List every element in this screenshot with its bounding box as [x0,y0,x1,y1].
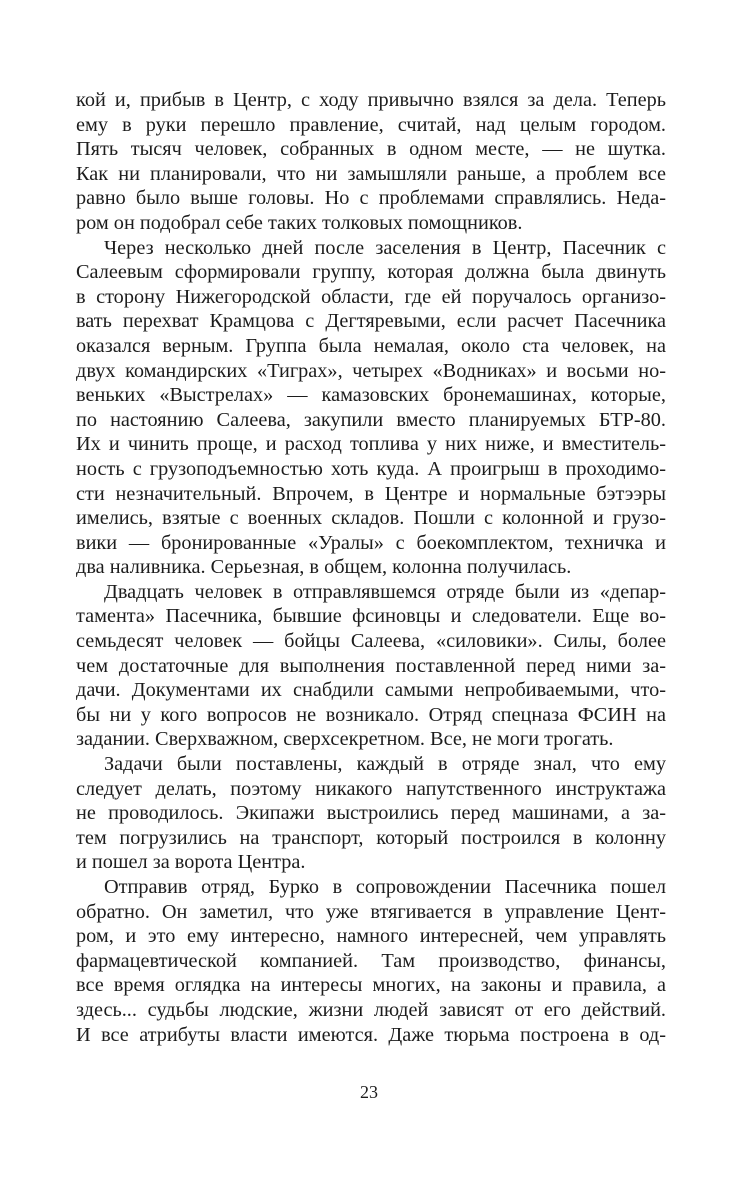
text-line: по настоянию Салеева, закупили вместо планируемых БТР-80. [76,408,666,431]
text-line: оказался верным. Группа была немалая, около ста человек, на [76,334,666,357]
text-line: задании. Сверхважном, сверхсекретном. Все, не моги трогать. [76,728,614,751]
text-line: имелись, взятые с военных складов. Пошли с колонной и грузо- [76,507,666,530]
text-line: Пять тысяч человек, собранных в одном месте, — не шутка. [76,138,666,161]
text-line: дачи. Документами их снабдили самыми непробиваемыми, что- [76,679,666,702]
text-line: не проводилось. Экипажи выстроились перед машинами, а за- [76,802,666,825]
text-line: веньких «Выстрелах» — камазовских бронемашинах, которые, [76,384,666,407]
text-line: обратно. Он заметил, что уже втягивается в управление Цент- [76,900,666,923]
text-line: бы ни у кого вопросов не возникало. Отряд спецназа ФСИН на [76,703,666,726]
text-line: Двадцать человек в отправлявшемся отряде были из «депар- [104,580,666,603]
text-line: два наливника. Серьезная, в общем, колонна получилась. [76,556,572,579]
text-line: сти незначительный. Впрочем, в Центре и нормальные бэтээры [76,482,666,505]
paragraph [76,236,666,580]
text-line: кой и, прибыв в Центр, с ходу привычно взялся за дела. Теперь [76,89,666,111]
text-line: Отправив отряд, Бурко в сопровождении Пасечника пошел [104,876,666,898]
page-number: 23 [360,1082,378,1102]
text-line: фармацевтической компанией. Там производство, финансы, [76,949,666,972]
text-line: Через несколько дней после заселения в Центр, Пасечник с [104,236,666,259]
text-line: тамента» Пасечника, бывшие фсиновцы и следователи. Еще во- [76,605,666,628]
paragraph [76,752,666,875]
text-line: ром, и это ему интересно, намного интересней, чем управлять [76,925,666,948]
text-line: вики — бронированные «Уралы» с боекомплектом, техничка и [76,531,666,554]
text-line: следует делать, поэтому никакого напутственного инструктажа [76,777,666,800]
text-line: ром он подобрал себе таких толковых помощников. [76,211,523,234]
text-line: ему в руки перешло правление, считай, над целым городом. [76,113,666,136]
text-line: равно было выше головы. Но с проблемами справлялись. Неда- [76,187,666,210]
page-body [76,88,666,1047]
text-line: семьдесят человек — бойцы Салеева, «силовики». Силы, более [76,630,666,653]
text-line: Как ни планировали, что ни замышляли раньше, а проблем все [76,162,666,185]
paragraph [76,580,666,752]
text-line: вать перехват Крамцова с Дегтяревыми, если расчет Пасечника [76,310,666,333]
text-line: в сторону Нижегородской области, где ей поручалось организо- [76,285,666,308]
paragraph [76,88,666,236]
text-line: двух командирских «Тиграх», четырех «Водниках» и восьми но- [76,359,666,382]
text-line: И все атрибуты власти имеются. Даже тюрьма построена в од- [76,1023,666,1046]
text-line: ность с грузоподъемностью хоть куда. А проигрыш в проходимо- [76,457,666,480]
text-line: здесь... судьбы людские, жизни людей зависят от его действий. [76,998,666,1021]
text-line: все время оглядка на интересы многих, на законы и правила, а [76,974,666,997]
text-line: и пошел за ворота Центра. [76,851,306,874]
text-line: тем погрузились на транспорт, который построился в колонну [76,826,666,849]
text-line: Задачи были поставлены, каждый в отряде знал, что ему [104,753,666,776]
text-line: Их и чинить проще, и расход топлива у них ниже, и вместитель- [76,433,666,456]
paragraph [76,875,666,1047]
text-line: Салеевым сформировали группу, которая должна была двинуть [76,261,666,284]
text-line: чем достаточные для выполнения поставленной перед ними за- [76,654,666,677]
